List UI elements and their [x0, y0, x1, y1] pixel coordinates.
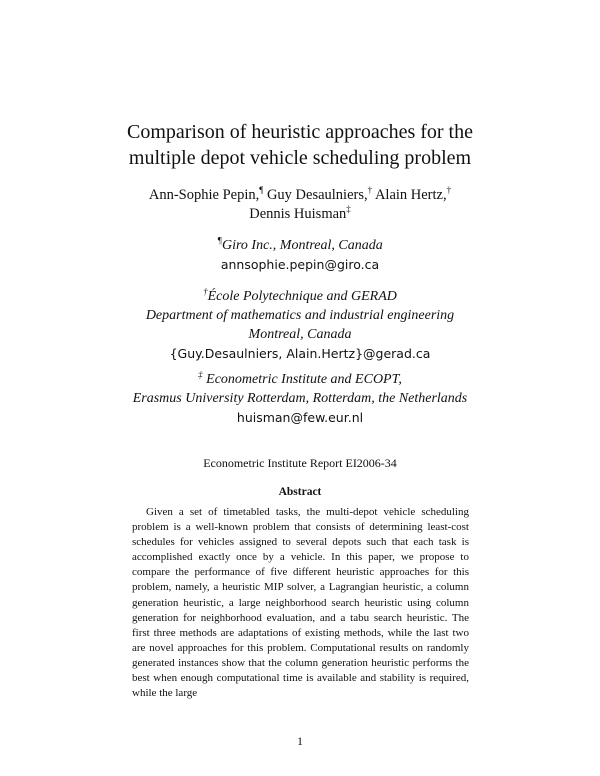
title-line-1: Comparison of heuristic approaches for the	[126, 121, 473, 143]
title-line-2: multiple depot vehicle scheduling problem	[128, 147, 472, 169]
paper-title	[0, 119, 600, 171]
author-mark: ‡	[346, 204, 351, 215]
affiliation-mark: ‡	[198, 369, 203, 380]
affiliation-mark: †	[203, 286, 208, 297]
affiliation-email: huisman@few.eur.nl	[236, 410, 364, 425]
author-name: Ann-Sophie Pepin,	[148, 187, 260, 203]
abstract-body	[132, 505, 469, 701]
report-number: Econometric Institute Report EI2006-34	[203, 456, 397, 470]
author-name: Dennis Huisman	[249, 206, 347, 222]
affiliation-line: Erasmus University Rotterdam, Rotterdam, the Netherlands	[132, 391, 468, 406]
affiliation-1	[0, 236, 600, 274]
affiliation-email: {Guy.Desaulniers, Alain.Hertz}@gerad.ca	[169, 346, 431, 361]
affiliation-line: Giro Inc., Montreal, Canada	[221, 238, 383, 253]
author-list	[0, 186, 600, 224]
affiliation-3	[0, 370, 600, 427]
affiliation-2	[0, 287, 600, 363]
author-mark: †	[446, 185, 452, 196]
affiliation-mark: ¶	[217, 235, 222, 246]
author-name: Guy Desaulniers,	[266, 187, 368, 203]
author-name: Alain Hertz,	[374, 187, 447, 203]
abstract-heading: Abstract	[278, 486, 322, 498]
abstract-text: Given a set of timetabled tasks, the multi-depot vehicle scheduling problem is a well-known problem that consists of determining least-cost schedules for vehicles assigned to several depots such that each task is accomplished exactly once by a vehicle. In this paper, we propose to compare the performance of five different heuristic approaches for this problem, namely, a heuristic MIP solver, a Lagrangian heuristic, a column generation heuristic, a large neighborhood search heuristic using column generation for neighborhood evaluation, and a tabu search heuristic. The first three methods are adaptations of existing methods, while the last two are novel approaches for this problem. Computational results on randomly generated instances show that the column generation heuristic performs the best when enough computational time is available and stability is required, while the large	[132, 506, 469, 700]
affiliation-email: annsophie.pepin@giro.ca	[220, 257, 380, 272]
affiliation-line: Montreal, Canada	[248, 327, 352, 342]
page-number: 1	[297, 734, 303, 748]
affiliation-line: École Polytechnique and GERAD	[207, 289, 397, 304]
author-mark: ¶	[259, 185, 264, 196]
affiliation-line: Econometric Institute and ECOPT,	[202, 372, 402, 387]
author-mark: †	[367, 185, 373, 196]
affiliation-line: Department of mathematics and industrial engineering	[145, 308, 455, 323]
